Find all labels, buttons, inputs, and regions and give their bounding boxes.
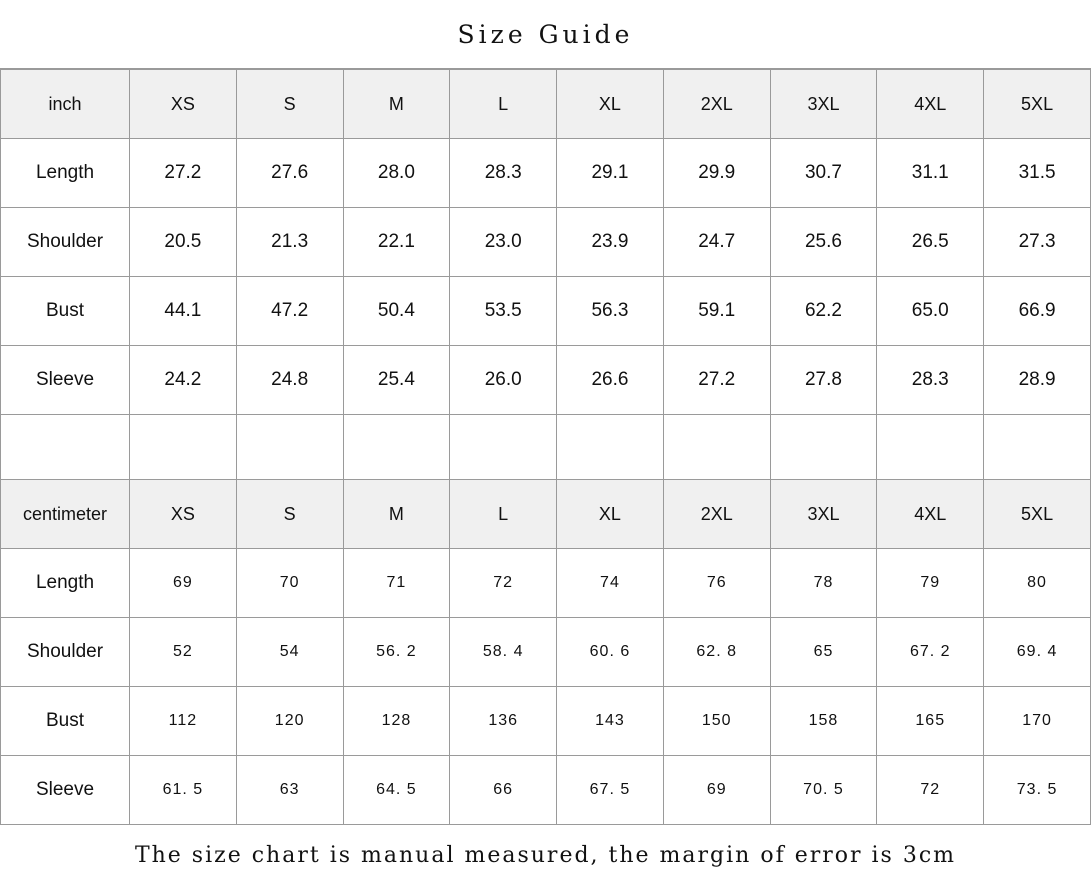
table-row: [1, 208, 1091, 277]
table-cell: 65: [770, 618, 877, 687]
table-cell: 67. 2: [877, 618, 984, 687]
table-cell: 69. 4: [984, 618, 1091, 687]
table-cell: 70. 5: [770, 756, 877, 825]
size-chart-table: [0, 69, 1091, 825]
table-cell: 67. 5: [557, 756, 664, 825]
table-cell: 65.0: [877, 277, 984, 346]
table-cell: 22.1: [343, 208, 450, 277]
inch-size-header: 3XL: [770, 70, 877, 139]
table-cell: 24.8: [236, 346, 343, 415]
table-cell: 27.2: [663, 346, 770, 415]
table-cell: 26.0: [450, 346, 557, 415]
measure-label: Shoulder: [1, 618, 130, 687]
table-cell: 170: [984, 687, 1091, 756]
table-cell: 27.6: [236, 139, 343, 208]
cm-size-header: XL: [557, 480, 664, 549]
table-cell: 24.7: [663, 208, 770, 277]
measure-label: Length: [1, 549, 130, 618]
table-cell: 63: [236, 756, 343, 825]
table-cell: 158: [770, 687, 877, 756]
table-cell: 29.1: [557, 139, 664, 208]
table-cell: 28.3: [877, 346, 984, 415]
measurement-disclaimer: The size chart is manual measured, the margin of error is 3cm: [134, 843, 957, 868]
spacer-cell: [770, 415, 877, 480]
cm-unit-label: centimeter: [1, 480, 130, 549]
measure-label: Sleeve: [1, 346, 130, 415]
measure-label: Bust: [1, 687, 130, 756]
inch-size-header: XS: [130, 70, 237, 139]
table-cell: 21.3: [236, 208, 343, 277]
spacer-cell: [984, 415, 1091, 480]
table-cell: 62.2: [770, 277, 877, 346]
cm-size-header: XS: [130, 480, 237, 549]
table-cell: 72: [877, 756, 984, 825]
table-cell: 72: [450, 549, 557, 618]
table-cell: 76: [663, 549, 770, 618]
inch-size-header: 4XL: [877, 70, 984, 139]
table-row: [1, 139, 1091, 208]
inch-size-header: L: [450, 70, 557, 139]
table-cell: 24.2: [130, 346, 237, 415]
footer-row: [0, 825, 1091, 886]
inch-header-row: [1, 70, 1091, 139]
table-cell: 56.3: [557, 277, 664, 346]
spacer-cell: [343, 415, 450, 480]
table-cell: 78: [770, 549, 877, 618]
inch-size-header: 2XL: [663, 70, 770, 139]
page-title: Size Guide: [457, 19, 634, 49]
table-cell: 74: [557, 549, 664, 618]
cm-header-row: [1, 480, 1091, 549]
table-cell: 50.4: [343, 277, 450, 346]
table-cell: 136: [450, 687, 557, 756]
table-cell: 26.5: [877, 208, 984, 277]
table-cell: 73. 5: [984, 756, 1091, 825]
cm-size-header: 2XL: [663, 480, 770, 549]
spacer-cell: [877, 415, 984, 480]
table-cell: 128: [343, 687, 450, 756]
table-cell: 165: [877, 687, 984, 756]
spacer-row: [1, 415, 1091, 480]
inch-size-header: XL: [557, 70, 664, 139]
table-row: [1, 618, 1091, 687]
table-cell: 143: [557, 687, 664, 756]
measure-label: Sleeve: [1, 756, 130, 825]
table-cell: 29.9: [663, 139, 770, 208]
inch-size-header: 5XL: [984, 70, 1091, 139]
table-cell: 59.1: [663, 277, 770, 346]
table-cell: 26.6: [557, 346, 664, 415]
table-cell: 27.3: [984, 208, 1091, 277]
table-cell: 52: [130, 618, 237, 687]
cm-size-header: 5XL: [984, 480, 1091, 549]
spacer-cell: [557, 415, 664, 480]
table-cell: 70: [236, 549, 343, 618]
cm-size-header: S: [236, 480, 343, 549]
table-cell: 28.0: [343, 139, 450, 208]
table-cell: 25.6: [770, 208, 877, 277]
table-cell: 150: [663, 687, 770, 756]
table-cell: 30.7: [770, 139, 877, 208]
table-row: [1, 687, 1091, 756]
table-cell: 20.5: [130, 208, 237, 277]
table-cell: 60. 6: [557, 618, 664, 687]
measure-label: Length: [1, 139, 130, 208]
table-cell: 62. 8: [663, 618, 770, 687]
table-cell: 54: [236, 618, 343, 687]
table-row: [1, 756, 1091, 825]
table-cell: 69: [663, 756, 770, 825]
cm-size-header: M: [343, 480, 450, 549]
spacer-cell: [663, 415, 770, 480]
spacer-cell: [1, 415, 130, 480]
measure-label: Bust: [1, 277, 130, 346]
table-cell: 23.0: [450, 208, 557, 277]
table-cell: 47.2: [236, 277, 343, 346]
title-row: [0, 0, 1091, 69]
table-cell: 61. 5: [130, 756, 237, 825]
table-cell: 64. 5: [343, 756, 450, 825]
table-cell: 23.9: [557, 208, 664, 277]
table-cell: 66: [450, 756, 557, 825]
table-cell: 25.4: [343, 346, 450, 415]
cm-size-header: 3XL: [770, 480, 877, 549]
table-cell: 66.9: [984, 277, 1091, 346]
table-cell: 112: [130, 687, 237, 756]
cm-size-header: L: [450, 480, 557, 549]
spacer-cell: [450, 415, 557, 480]
cm-size-header: 4XL: [877, 480, 984, 549]
spacer-cell: [130, 415, 237, 480]
table-cell: 27.2: [130, 139, 237, 208]
measure-label: Shoulder: [1, 208, 130, 277]
table-cell: 79: [877, 549, 984, 618]
table-cell: 28.9: [984, 346, 1091, 415]
inch-size-header: M: [343, 70, 450, 139]
spacer-cell: [236, 415, 343, 480]
table-cell: 31.1: [877, 139, 984, 208]
table-cell: 58. 4: [450, 618, 557, 687]
inch-unit-label: inch: [1, 70, 130, 139]
table-cell: 56. 2: [343, 618, 450, 687]
table-cell: 44.1: [130, 277, 237, 346]
table-cell: 71: [343, 549, 450, 618]
inch-size-header: S: [236, 70, 343, 139]
table-row: [1, 549, 1091, 618]
table-cell: 80: [984, 549, 1091, 618]
table-cell: 31.5: [984, 139, 1091, 208]
table-row: [1, 346, 1091, 415]
table-row: [1, 277, 1091, 346]
table-cell: 27.8: [770, 346, 877, 415]
table-cell: 53.5: [450, 277, 557, 346]
table-cell: 69: [130, 549, 237, 618]
table-cell: 120: [236, 687, 343, 756]
table-cell: 28.3: [450, 139, 557, 208]
